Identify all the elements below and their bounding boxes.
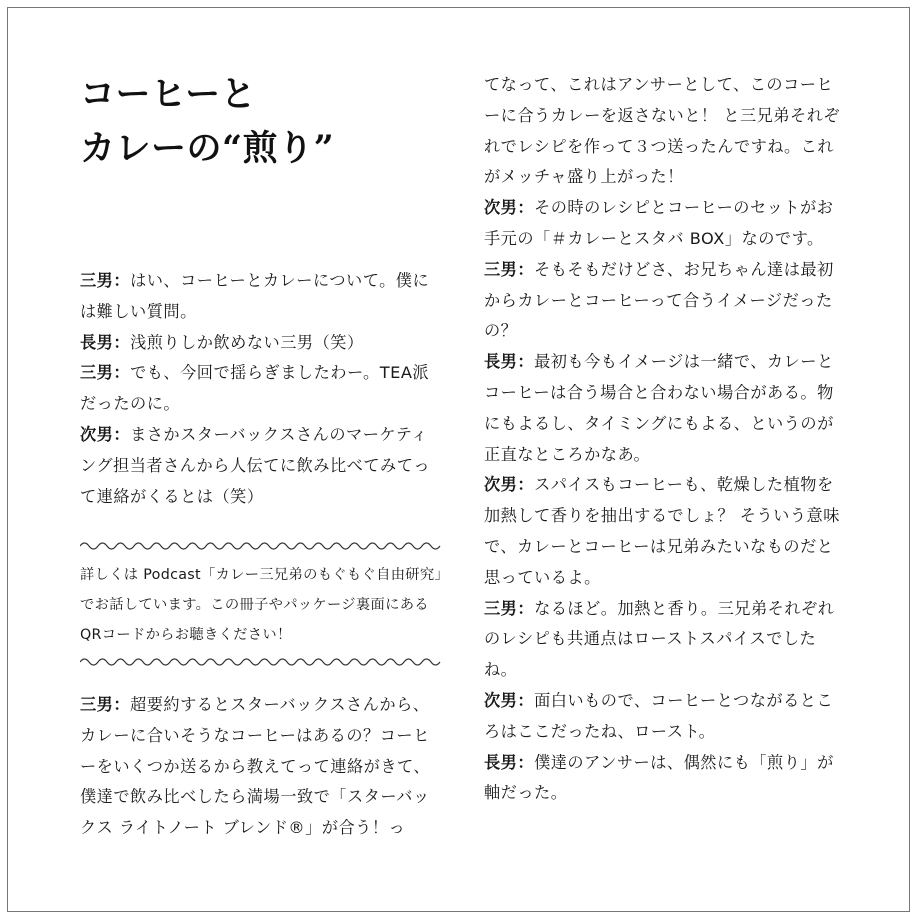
dialogue-text: 最初も今もイメージは一緒で、カレーとコーヒーは合う場合と合わない場合がある。物にもよるし、タイミングにもよる、というのが正直なところかなあ。: [484, 352, 834, 464]
speaker-separator: ：: [113, 695, 131, 714]
dialogue-line: [80, 266, 442, 328]
dialogue-line: [484, 255, 848, 347]
dialogue-line: [80, 420, 442, 512]
dialogue-text: はい、コーヒーとカレーについて。僕には難しい質問。: [80, 271, 430, 321]
speaker-separator: ：: [517, 198, 535, 218]
speaker-label: 三男: [80, 695, 114, 714]
dialogue-text: でも、今回で揺らぎましたわー。TEA派だったのに。: [80, 363, 430, 414]
speaker-label: 次男: [484, 198, 518, 218]
dialogue-line: [484, 686, 848, 748]
dialogue-line: [80, 358, 442, 420]
speaker-label: 長男: [484, 752, 518, 772]
speaker-separator: ：: [517, 475, 535, 495]
left-column-dialogue: [80, 266, 442, 512]
dialogue-line: [80, 690, 442, 844]
dialogue-text: なるほど。加熱と香り。三兄弟それぞれのレシピも共通点はローストスパイスでしたね。: [484, 598, 835, 680]
speaker-label: 三男: [80, 363, 114, 383]
speaker-label: 三男: [80, 271, 114, 290]
speaker-separator: ：: [113, 363, 131, 383]
speaker-separator: ：: [517, 598, 535, 618]
speaker-label: 三男: [484, 598, 518, 618]
speaker-separator: ：: [113, 424, 131, 444]
dialogue-text: てなって、これはアンサーとして、このコーヒーに合うカレーを返さないと！ と三兄弟それぞれでレシピを作って３つ送ったんですね。これがメッチャ盛り上がった！: [484, 75, 841, 187]
speaker-separator: ：: [113, 332, 131, 352]
dialogue-text: スパイスもコーヒーも、乾燥した植物を加熱して香りを抽出するでしょ？ そういう意味で、カレーとコーヒーは兄弟みたいなものだと思っているよ。: [484, 475, 840, 587]
dialogue-text: まさかスターバックスさんのマーケティング担当者さんから人伝てに飲み比べてみてって連絡がくるとは（笑）: [80, 424, 431, 506]
dialogue-text: 超要約するとスターバックスさんから、カレーに合いそうなコーヒーはあるの？コーヒーをいくつか送るから教えてって連絡がきて、僕達で飲み比べしたら満場一致で「スターバックス ライトノート ブレンド®」が合う！っ: [80, 695, 431, 838]
dialogue-text: 僕達のアンサーは、偶然にも「煎り」が軸だった。: [484, 752, 834, 803]
dialogue-line: [484, 594, 848, 686]
speaker-separator: ：: [517, 752, 535, 772]
speaker-label: 次男: [484, 690, 518, 710]
dialogue-line: [484, 70, 848, 193]
speaker-label: 次男: [80, 424, 114, 444]
speaker-label: 長男: [484, 352, 518, 372]
speaker-separator: ：: [517, 259, 535, 279]
speaker-label: 三男: [484, 259, 518, 279]
podcast-note-text: 詳しくは Podcast「カレー三兄弟のもぐもぐ自由研究」でお話しています。この冊子やパッケージ裏面にあるQRコードからお聴きください！: [80, 567, 442, 643]
title-line-1: コーヒーと: [80, 74, 257, 115]
dialogue-line: [484, 347, 848, 470]
podcast-note-block: [80, 540, 442, 668]
dialogue-line: [80, 328, 442, 359]
title-line-2: カレーの“煎り”: [80, 128, 335, 169]
speaker-label: 長男: [80, 332, 114, 352]
dialogue-text: そもそもだけどさ、お兄ちゃん達は最初からカレーとコーヒーって合うイメージだったの？: [484, 259, 834, 341]
wavy-divider-top: [80, 540, 442, 552]
dialogue-line: [484, 748, 848, 810]
page-title: [80, 68, 334, 176]
speaker-separator: ：: [517, 352, 535, 372]
left-column-dialogue-continued: [80, 690, 442, 844]
right-column-dialogue: [484, 70, 848, 809]
dialogue-text: その時のレシピとコーヒーのセットがお手元の「＃カレーとスタバ BOX」なのです。: [484, 198, 834, 248]
dialogue-line: [484, 193, 848, 255]
dialogue-line: [484, 470, 848, 593]
speaker-separator: ：: [113, 271, 131, 290]
wavy-divider-bottom: [80, 656, 442, 668]
speaker-label: 次男: [484, 475, 518, 495]
dialogue-text: 面白いもので、コーヒーとつながるところはここだったね、ロースト。: [484, 690, 834, 741]
speaker-separator: ：: [517, 690, 535, 710]
dialogue-text: 浅煎りしか飲めない三男（笑）: [130, 332, 364, 352]
